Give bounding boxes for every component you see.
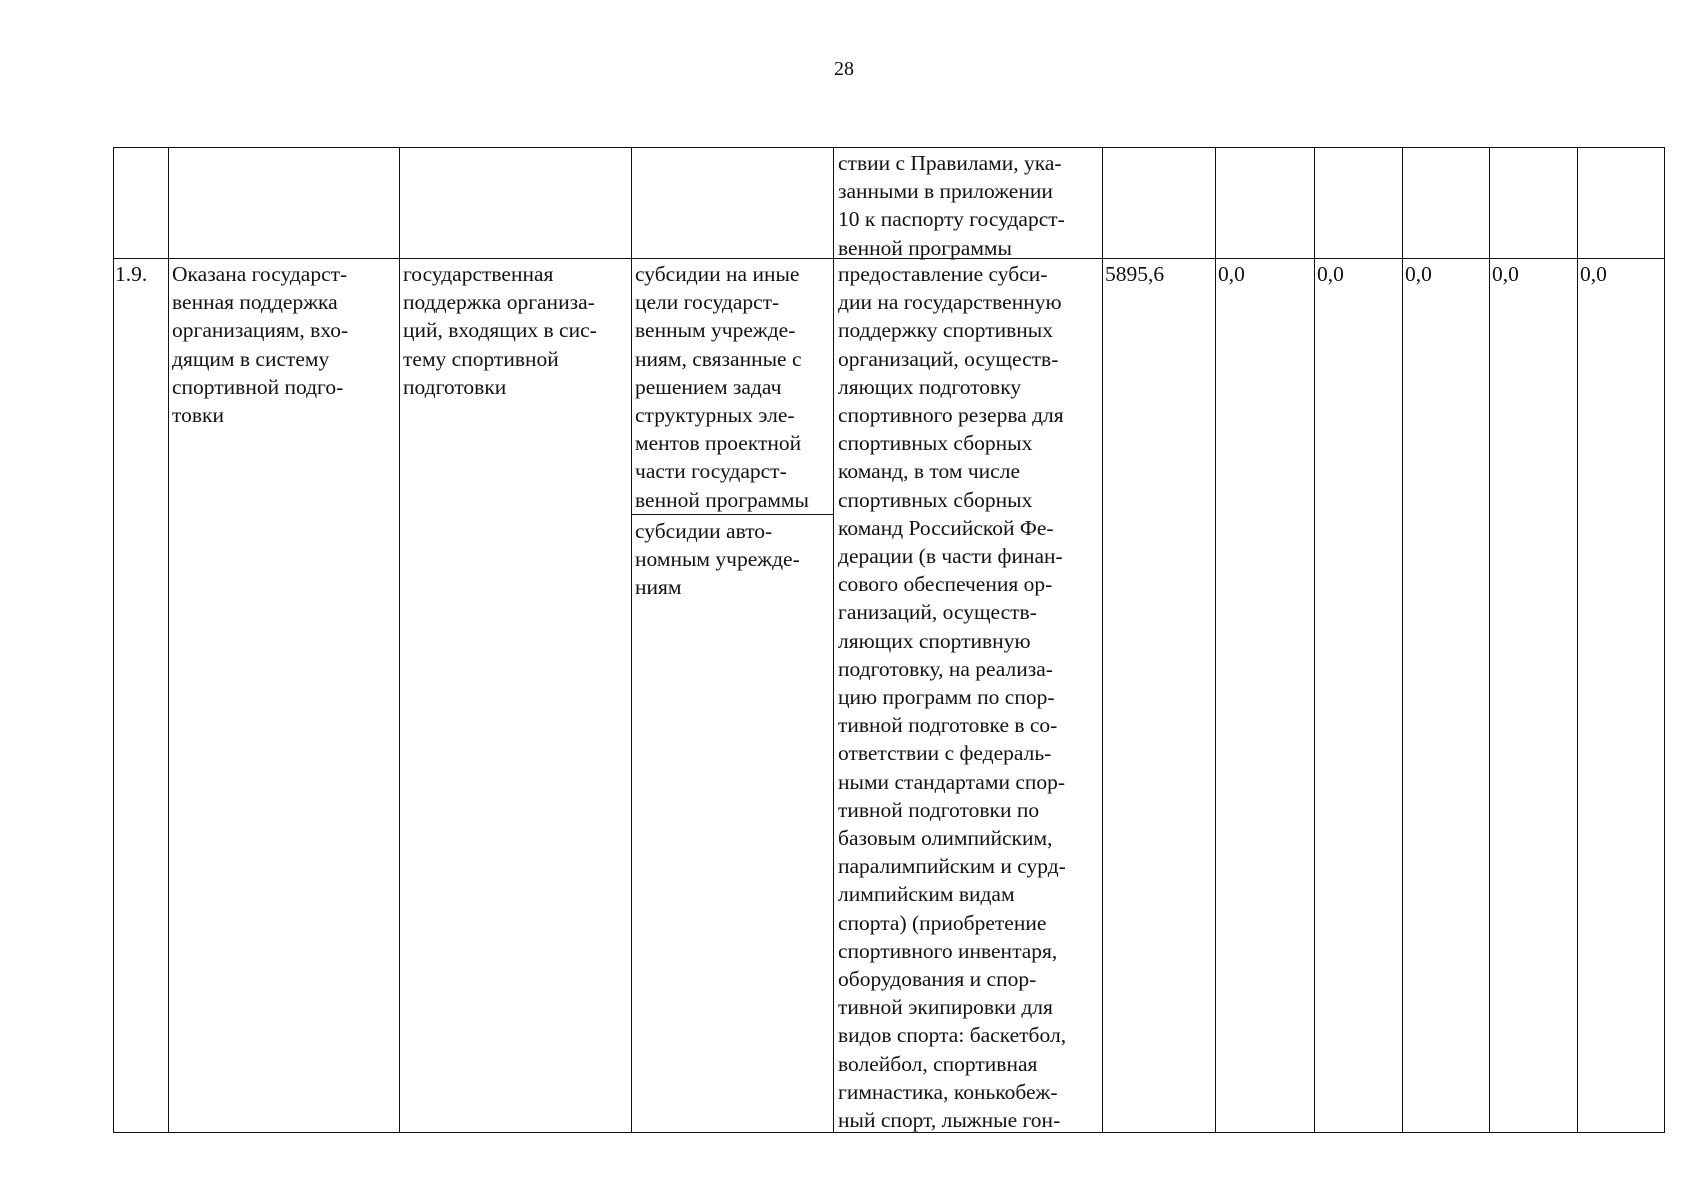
text-line: ниям, связанные с	[635, 346, 802, 371]
text-line: товки	[172, 403, 224, 428]
text-line: организациям, вхо-	[172, 318, 349, 343]
text-line: 10 к паспорту государст-	[838, 207, 1065, 232]
task-cell	[172, 260, 348, 429]
expense-type-separator	[631, 514, 833, 515]
amount-cell: 0,0	[1492, 262, 1519, 286]
text-line: спортивных сборных	[838, 487, 1033, 512]
col-border	[1314, 147, 1315, 1133]
col-border	[833, 147, 834, 1133]
text-line: структурных эле-	[635, 403, 795, 428]
text-line: Оказана государст-	[172, 262, 348, 286]
text-line: базовым олимпийским,	[838, 826, 1053, 851]
text-line: ответствии с федераль-	[838, 741, 1052, 766]
text-line: ными стандартами спор-	[838, 769, 1066, 794]
text-line: команд Российской Фе-	[838, 515, 1054, 540]
text-line: сового обеспечения ор-	[838, 572, 1053, 597]
col-border	[1664, 147, 1665, 1133]
col-border	[113, 147, 114, 1133]
text-line: государственная	[403, 262, 554, 286]
text-line: волейбол, спортивная	[838, 1051, 1038, 1076]
text-line: цели государст-	[635, 290, 780, 315]
text-line: дии на государственную	[838, 290, 1062, 315]
text-line: субсидии авто-	[635, 519, 773, 543]
text-line: ный спорт, лыжные гон-	[838, 1108, 1061, 1133]
col-border	[1102, 147, 1103, 1133]
page-number: 28	[834, 58, 854, 80]
text-line: занными в приложении	[838, 179, 1053, 204]
text-line: ляющих спортивную	[838, 628, 1031, 653]
text-line: ментов проектной	[635, 431, 802, 456]
amount-cell: 5895,6	[1105, 262, 1165, 286]
col-border	[1577, 147, 1578, 1133]
text-line: цию программ по спор-	[838, 685, 1055, 710]
text-line: ганизаций, осуществ-	[838, 600, 1037, 625]
amount-cell: 0,0	[1580, 262, 1607, 286]
text-line: организаций, осуществ-	[838, 346, 1059, 371]
text-line: подготовки	[403, 374, 507, 399]
col-border	[1402, 147, 1403, 1133]
text-line: ствии с Правилами, ука-	[838, 151, 1062, 175]
expense-type-cell	[635, 260, 809, 514]
text-line: тивной подготовки по	[838, 797, 1040, 822]
text-line: субсидии на иные	[635, 262, 800, 286]
text-line: спорта) (приобретение	[838, 910, 1047, 935]
text-line: видов спорта: баскетбол,	[838, 1023, 1067, 1048]
text-line: номным учрежде-	[635, 547, 800, 572]
text-line: венной программы	[635, 487, 809, 512]
text-line: спортивных сборных	[838, 431, 1033, 456]
text-line: ниям	[635, 575, 682, 600]
text-line: венной программы	[838, 235, 1012, 260]
col-border	[1215, 147, 1216, 1133]
text-line: тивной подготовке в со-	[838, 713, 1058, 738]
text-line: спортивного инвентаря,	[838, 938, 1058, 963]
text-line: лимпийским видам	[838, 882, 1015, 907]
amount-cell: 0,0	[1218, 262, 1245, 286]
text-line: поддержка организа-	[403, 290, 595, 315]
text-line: решением задач	[635, 374, 782, 399]
col-border	[1489, 147, 1490, 1133]
text-line: ляющих подготовку	[838, 374, 1022, 399]
text-line: венная поддержка	[172, 290, 338, 315]
direction-cell	[403, 260, 597, 401]
text-line: подготовку, на реализа-	[838, 656, 1053, 681]
text-line: венным учрежде-	[635, 318, 796, 343]
description-cell	[838, 260, 1066, 1134]
text-line: спортивной подго-	[172, 374, 344, 399]
text-line: поддержку спортивных	[838, 318, 1053, 343]
text-line: предоставление субси-	[838, 262, 1048, 286]
text-line: паралимпийским и сурд-	[838, 854, 1066, 879]
text-line: тему спортивной	[403, 346, 559, 371]
text-line: команд, в том числе	[838, 459, 1020, 484]
amount-cell: 0,0	[1405, 262, 1432, 286]
text-line: ций, входящих в сис-	[403, 318, 597, 343]
text-line: части государст-	[635, 459, 787, 484]
col-border	[631, 147, 632, 1133]
table-top-border	[113, 147, 1665, 148]
text-line: тивной экипировки для	[838, 995, 1053, 1020]
amount-cell: 0,0	[1317, 262, 1344, 286]
row-number: 1.9.	[115, 262, 148, 286]
expense-type-cell	[635, 517, 800, 602]
col-border	[399, 147, 400, 1133]
text-line: дящим в систему	[172, 346, 330, 371]
text-line: спортивного резерва для	[838, 403, 1064, 428]
text-line: гимнастика, конькобеж-	[838, 1079, 1058, 1104]
continuation-description	[838, 149, 1065, 262]
col-border	[168, 147, 169, 1133]
text-line: дерации (в части финан-	[838, 544, 1063, 569]
text-line: оборудования и спор-	[838, 967, 1037, 992]
